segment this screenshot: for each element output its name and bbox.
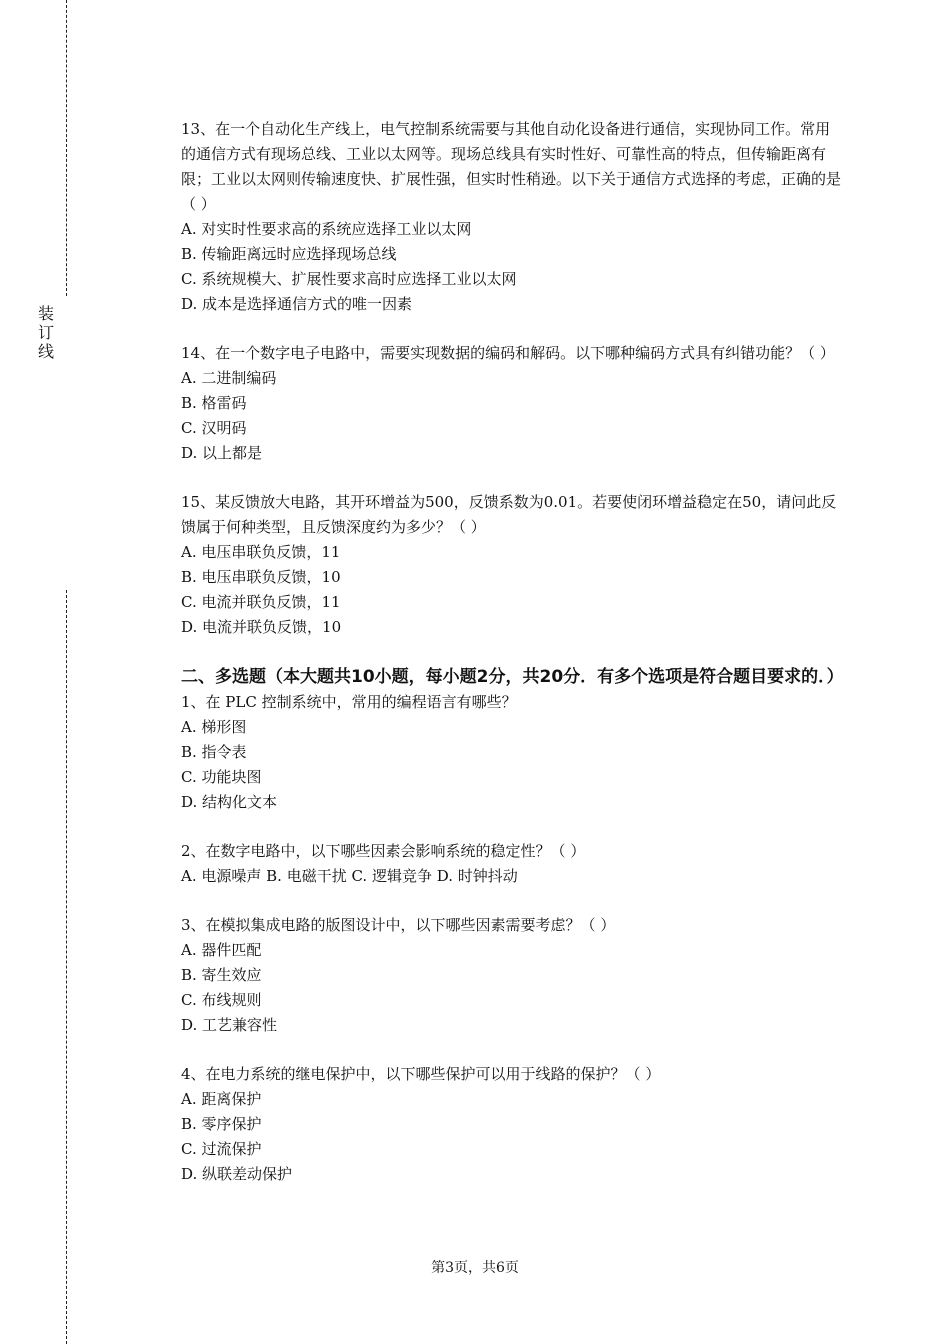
multi-question-3 [181, 913, 841, 1038]
question-text: 2、在数字电路中，以下哪些因素会影响系统的稳定性？（ ） [181, 842, 586, 860]
option-c: C. 汉明码 [181, 419, 247, 437]
question-15 [181, 490, 841, 640]
option-c: C. 功能块图 [181, 768, 262, 786]
question-text: 1、在 PLC 控制系统中，常用的编程语言有哪些？ [181, 693, 517, 711]
option-b: B. 格雷码 [181, 394, 247, 412]
option-a: A. 距离保护 [181, 1090, 262, 1108]
section-heading-multiple-choice: 二、多选题（本大题共10小题，每小题2分，共20分．有多个选项是符合题目要求的．） [181, 667, 844, 687]
question-13 [181, 117, 841, 317]
option-a: A. 二进制编码 [181, 369, 277, 387]
multi-question-1 [181, 690, 841, 815]
binding-label-char: 订 [37, 323, 54, 342]
option-b: B. 电压串联负反馈，10 [181, 568, 341, 586]
question-14 [181, 341, 841, 466]
exam-content [181, 117, 844, 1211]
option-a: A. 电压串联负反馈，11 [181, 543, 341, 561]
option-d: D. 成本是选择通信方式的唯一因素 [181, 295, 413, 313]
option-a: A. 梯形图 [181, 718, 247, 736]
question-text: 14、在一个数字电子电路中，需要实现数据的编码和解码。以下哪种编码方式具有纠错功能？（ ） [181, 344, 835, 362]
binding-label [36, 304, 56, 361]
binding-label-char: 线 [37, 342, 54, 361]
option-a: A. 对实时性要求高的系统应选择工业以太网 [181, 220, 472, 238]
question-text: 4、在电力系统的继电保护中，以下哪些保护可以用于线路的保护？（ ） [181, 1065, 661, 1083]
page-footer: 第3页，共6页 [431, 1260, 519, 1276]
option-d: D. 电流并联负反馈，10 [181, 618, 342, 636]
option-d: D. 以上都是 [181, 444, 263, 462]
option-d: D. 工艺兼容性 [181, 1016, 278, 1034]
question-text: 3、在模拟集成电路的版图设计中，以下哪些因素需要考虑？（ ） [181, 916, 616, 934]
binding-label-char: 装 [37, 304, 54, 323]
binding-dashed-line-bottom [66, 590, 67, 1344]
question-text: 13、在一个自动化生产线上，电气控制系统需要与其他自动化设备进行通信，实现协同工作。常用的通信方式有现场总线、工业以太网等。现场总线具有实时性好、可靠性高的特点，但传输距离有限；工业以太网则传输速度快、扩展性强，但实时性稍逊。以下关于通信方式选择的考虑，正确的是（ ） [181, 120, 842, 213]
binding-dashed-line-top [66, 0, 67, 296]
multi-question-2 [181, 839, 841, 889]
option-c: C. 过流保护 [181, 1140, 262, 1158]
multi-question-4 [181, 1062, 841, 1187]
option-a: A. 器件匹配 [181, 941, 262, 959]
option-b: B. 零序保护 [181, 1115, 262, 1133]
option-c: C. 电流并联负反馈，11 [181, 593, 341, 611]
option-d: D. 结构化文本 [181, 793, 278, 811]
option-c: C. 布线规则 [181, 991, 262, 1009]
option-b: B. 指令表 [181, 743, 247, 761]
question-text: 15、某反馈放大电路，其开环增益为500，反馈系数为0.01。若要使闭环增益稳定在50，请问此反馈属于何种类型，且反馈深度约为多少？（ ） [181, 493, 837, 536]
option-d: D. 纵联差动保护 [181, 1165, 293, 1183]
options-inline: A. 电源噪声 B. 电磁干扰 C. 逻辑竞争 D. 时钟抖动 [181, 867, 518, 885]
option-b: B. 传输距离远时应选择现场总线 [181, 245, 397, 263]
option-c: C. 系统规模大、扩展性要求高时应选择工业以太网 [181, 270, 517, 288]
option-b: B. 寄生效应 [181, 966, 262, 984]
